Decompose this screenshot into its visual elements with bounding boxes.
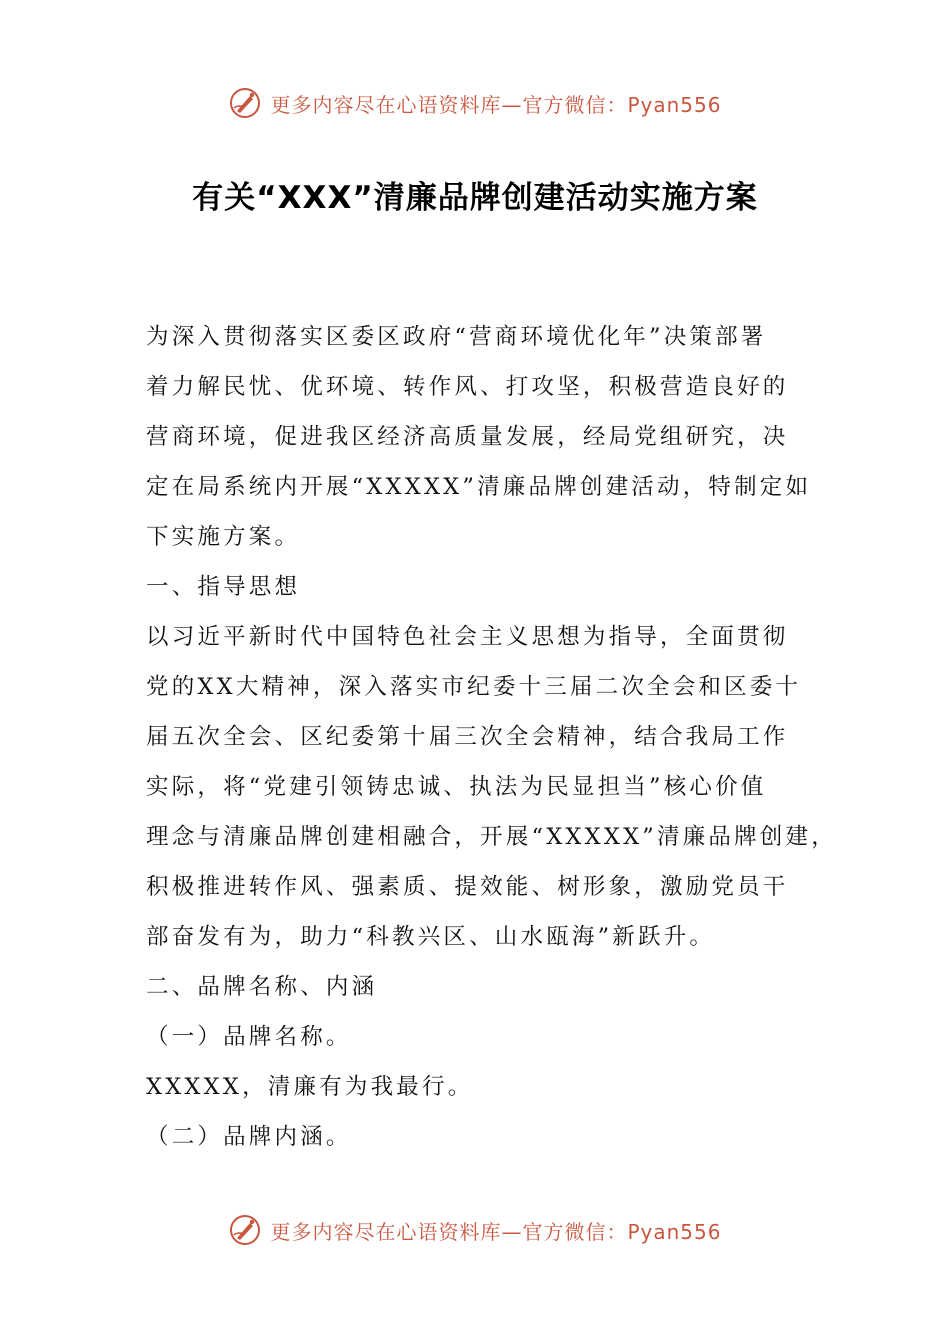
section1-paragraph <box>146 612 837 962</box>
watermark-text: 更多内容尽在心语资料库—官方微信：Pyan556 <box>270 1219 722 1244</box>
section2-heading: 二、品牌名称、内涵 <box>146 974 378 1000</box>
section1-line: 实际，将“党建引领铸忠诚、执法为民显担当”核心价值 <box>146 774 767 800</box>
section1-heading: 一、指导思想 <box>146 574 301 600</box>
intro-line: 营商环境，促进我区经济高质量发展，经局党组研究，决 <box>146 424 789 450</box>
section1-line: 理念与清廉品牌创建相融合，开展“XXXXX”清廉品牌创建， <box>146 824 837 850</box>
header-watermark <box>0 83 950 123</box>
sub2-heading: （二）品牌内涵。 <box>146 1124 352 1150</box>
footer-watermark <box>0 1210 950 1250</box>
pen-quill-icon <box>228 1213 262 1247</box>
document-body <box>146 312 837 1162</box>
intro-paragraph <box>146 312 818 562</box>
intro-line: 下实施方案。 <box>146 524 301 550</box>
sub1-heading: （一）品牌名称。 <box>146 1024 352 1050</box>
section1-line: 部奋发有为，助力“科教兴区、山水瓯海”新跃升。 <box>146 924 716 950</box>
section1-line: 积极推进转作风、强素质、提效能、树形象，激励党员干 <box>146 874 789 900</box>
document-title: 有关“XXX”清廉品牌创建活动实施方案 <box>192 180 758 216</box>
watermark-text: 更多内容尽在心语资料库—官方微信：Pyan556 <box>270 92 722 117</box>
pen-quill-icon <box>228 86 262 120</box>
section1-line: 以习近平新时代中国特色社会主义思想为指导，全面贯彻 <box>146 624 789 650</box>
intro-line: 着力解民忧、优环境、转作风、打攻坚，积极营造良好的 <box>146 374 789 400</box>
intro-line: 定在局系统内开展“XXXXX”清廉品牌创建活动，特制定如 <box>146 474 812 500</box>
brand-name-line: XXXXX，清廉有为我最行。 <box>146 1074 474 1100</box>
section1-line: 届五次全会、区纪委第十届三次全会精神，结合我局工作 <box>146 724 789 750</box>
section1-line: 党的XX大精神，深入落实市纪委十三届二次全会和区委十 <box>146 674 802 700</box>
intro-line: 为深入贯彻落实区委区政府“营商环境优化年”决策部署 <box>146 324 767 350</box>
